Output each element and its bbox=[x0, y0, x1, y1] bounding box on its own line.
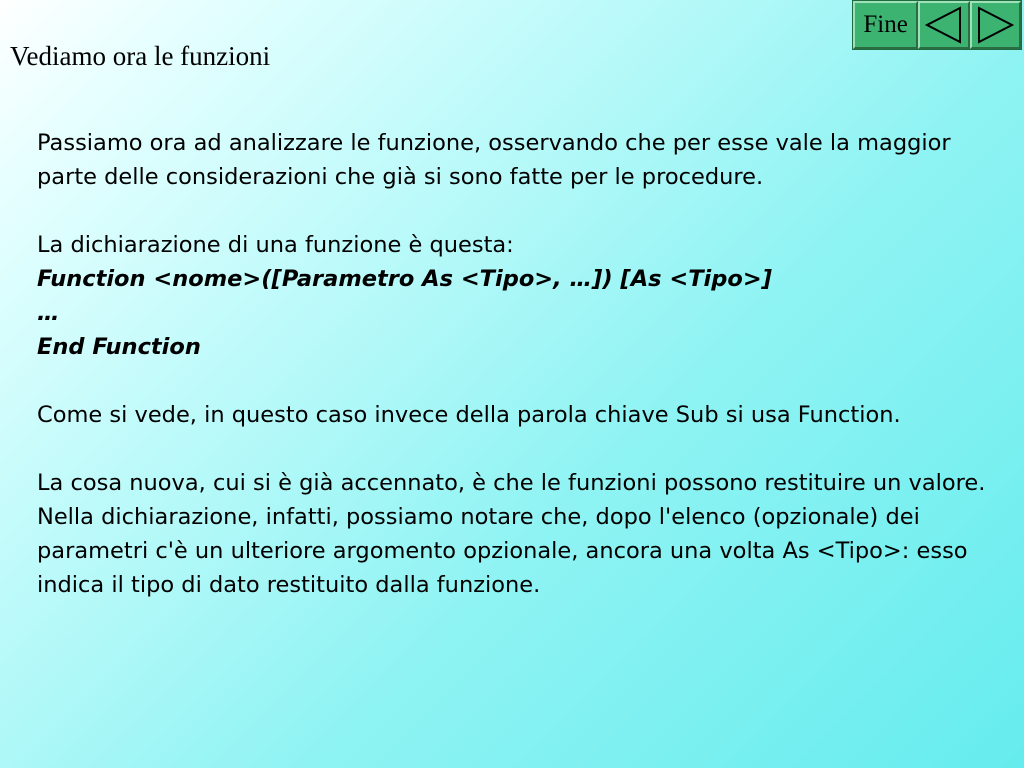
next-button[interactable] bbox=[970, 1, 1021, 49]
intro-paragraph: Passiamo ora ad analizzare le funzione, osservando che per esse vale la maggior parte delle considerazioni che già si sono fatte per le procedure. bbox=[37, 130, 951, 190]
code-line-ellipsis: … bbox=[37, 300, 60, 326]
triangle-left-icon bbox=[924, 5, 964, 45]
code-line-signature: Function <nome>([Parametro As <Tipo>, …]) [As <Tipo>] bbox=[37, 266, 772, 292]
end-button[interactable]: Fine bbox=[853, 1, 918, 49]
triangle-right-icon bbox=[975, 5, 1015, 45]
explanation-paragraph: Come si vede, in questo caso invece della parola chiave Sub si usa Function. bbox=[37, 402, 901, 428]
slide-content bbox=[37, 126, 1013, 602]
return-value-paragraph: La cosa nuova, cui si è già accennato, è che le funzioni possono restituire un valore. Nella dichiarazione, infatti, possiamo notare che, dopo l'elenco (opzionale) dei parametri c'è un ulteriore argomento opzionale, ancora una volta As <Tipo>: esso indica il tipo di dato restituito dalla funzione. bbox=[37, 470, 986, 598]
previous-button[interactable] bbox=[918, 1, 969, 49]
navigation-bar bbox=[852, 0, 1022, 50]
code-line-end: End Function bbox=[37, 334, 201, 360]
slide-title: Vediamo ora le funzioni bbox=[10, 41, 271, 71]
declaration-intro: La dichiarazione di una funzione è questa: bbox=[37, 232, 514, 258]
